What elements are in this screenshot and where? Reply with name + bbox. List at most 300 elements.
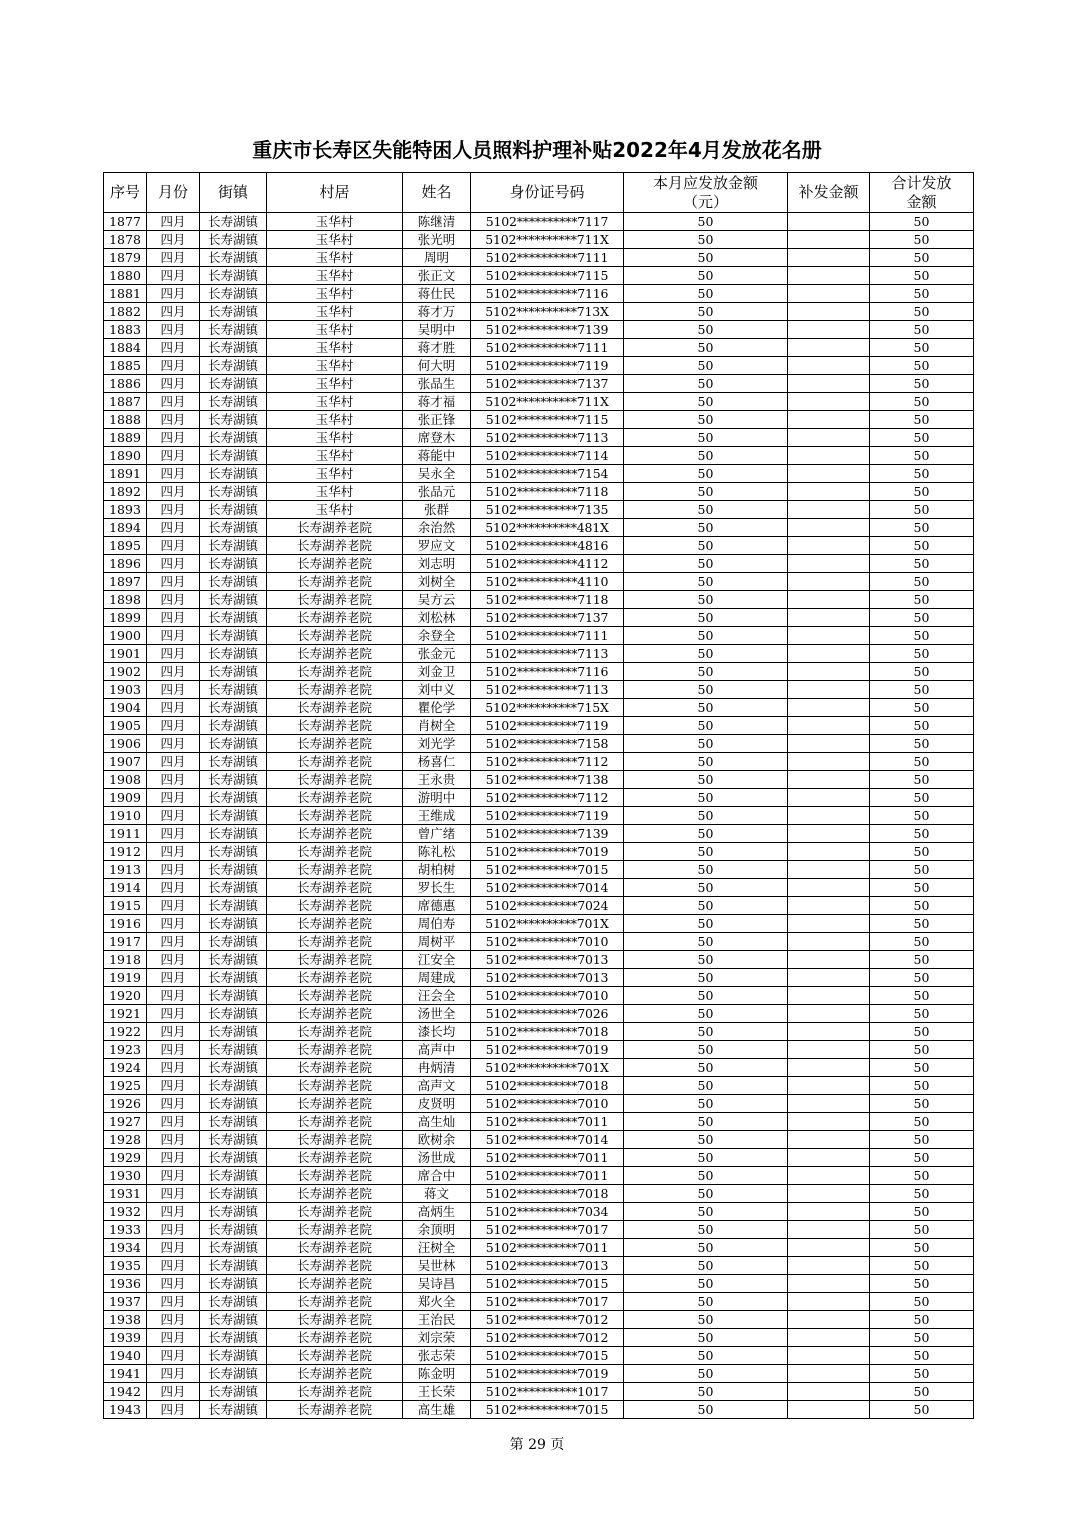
name-cell: 席合中	[403, 1167, 471, 1185]
month-cell: 四月	[147, 897, 200, 915]
town-cell: 长寿湖镇	[200, 411, 267, 429]
village-cell: 长寿湖养老院	[267, 1095, 403, 1113]
extra-amount-cell	[788, 681, 870, 699]
page-number: 第 29 页	[509, 1437, 565, 1453]
month-cell: 四月	[147, 411, 200, 429]
due-amount-cell: 50	[624, 897, 788, 915]
village-cell: 玉华村	[267, 249, 403, 267]
extra-amount-cell	[788, 1293, 870, 1311]
seq-cell: 1911	[104, 825, 147, 843]
name-cell: 游明中	[403, 789, 471, 807]
table-row	[104, 267, 974, 285]
village-cell: 玉华村	[267, 285, 403, 303]
seq-cell: 1893	[104, 501, 147, 519]
table-row	[104, 699, 974, 717]
id-number-cell: 5102**********715X	[471, 699, 624, 717]
month-cell: 四月	[147, 951, 200, 969]
table-row	[104, 825, 974, 843]
due-amount-cell: 50	[624, 1275, 788, 1293]
total-amount-cell: 50	[870, 771, 974, 789]
month-cell: 四月	[147, 1293, 200, 1311]
id-number-cell: 5102**********7024	[471, 897, 624, 915]
name-cell: 陈继清	[403, 213, 471, 231]
village-cell: 玉华村	[267, 357, 403, 375]
village-cell: 玉华村	[267, 339, 403, 357]
total-amount-cell: 50	[870, 1239, 974, 1257]
id-number-cell: 5102**********7013	[471, 969, 624, 987]
extra-amount-cell	[788, 1311, 870, 1329]
due-amount-cell: 50	[624, 303, 788, 321]
id-number-cell: 5102**********7117	[471, 213, 624, 231]
id-number-cell: 5102**********7111	[471, 627, 624, 645]
due-amount-cell: 50	[624, 1113, 788, 1131]
village-cell: 长寿湖养老院	[267, 843, 403, 861]
extra-amount-cell	[788, 429, 870, 447]
extra-amount-cell	[788, 393, 870, 411]
total-amount-cell: 50	[870, 375, 974, 393]
month-cell: 四月	[147, 1167, 200, 1185]
village-cell: 玉华村	[267, 429, 403, 447]
seq-cell: 1918	[104, 951, 147, 969]
seq-cell: 1904	[104, 699, 147, 717]
month-cell: 四月	[147, 465, 200, 483]
total-amount-cell: 50	[870, 663, 974, 681]
total-amount-cell: 50	[870, 717, 974, 735]
seq-cell: 1887	[104, 393, 147, 411]
month-cell: 四月	[147, 1257, 200, 1275]
extra-amount-cell	[788, 321, 870, 339]
village-cell: 长寿湖养老院	[267, 789, 403, 807]
seq-cell: 1906	[104, 735, 147, 753]
town-cell: 长寿湖镇	[200, 321, 267, 339]
village-cell: 长寿湖养老院	[267, 663, 403, 681]
name-cell: 汪会全	[403, 987, 471, 1005]
village-cell: 长寿湖养老院	[267, 1131, 403, 1149]
seq-cell: 1892	[104, 483, 147, 501]
extra-amount-cell	[788, 483, 870, 501]
town-cell: 长寿湖镇	[200, 1257, 267, 1275]
month-cell: 四月	[147, 789, 200, 807]
due-amount-cell: 50	[624, 1095, 788, 1113]
extra-amount-cell	[788, 1401, 870, 1419]
id-number-cell: 5102**********7019	[471, 1365, 624, 1383]
town-cell: 长寿湖镇	[200, 627, 267, 645]
village-cell: 长寿湖养老院	[267, 879, 403, 897]
total-amount-cell: 50	[870, 1311, 974, 1329]
name-cell: 余登全	[403, 627, 471, 645]
town-cell: 长寿湖镇	[200, 429, 267, 447]
seq-cell: 1932	[104, 1203, 147, 1221]
village-cell: 长寿湖养老院	[267, 1149, 403, 1167]
total-amount-cell: 50	[870, 1293, 974, 1311]
town-cell: 长寿湖镇	[200, 1239, 267, 1257]
village-cell: 长寿湖养老院	[267, 1077, 403, 1095]
village-cell: 长寿湖养老院	[267, 1041, 403, 1059]
seq-cell: 1915	[104, 897, 147, 915]
name-cell: 冉炳清	[403, 1059, 471, 1077]
village-cell: 玉华村	[267, 411, 403, 429]
town-cell: 长寿湖镇	[200, 663, 267, 681]
total-amount-cell: 50	[870, 1275, 974, 1293]
header-due-amount-line2: （元）	[682, 192, 728, 211]
table-row	[104, 969, 974, 987]
seq-cell: 1925	[104, 1077, 147, 1095]
total-amount-cell: 50	[870, 789, 974, 807]
seq-cell: 1920	[104, 987, 147, 1005]
id-number-cell: 5102**********7019	[471, 843, 624, 861]
town-cell: 长寿湖镇	[200, 1293, 267, 1311]
extra-amount-cell	[788, 645, 870, 663]
table-row	[104, 1203, 974, 1221]
month-cell: 四月	[147, 1239, 200, 1257]
month-cell: 四月	[147, 375, 200, 393]
due-amount-cell: 50	[624, 969, 788, 987]
extra-amount-cell	[788, 771, 870, 789]
table-row	[104, 1329, 974, 1347]
due-amount-cell: 50	[624, 807, 788, 825]
village-cell: 玉华村	[267, 321, 403, 339]
name-cell: 罗应文	[403, 537, 471, 555]
month-cell: 四月	[147, 1185, 200, 1203]
table-row	[104, 411, 974, 429]
town-cell: 长寿湖镇	[200, 519, 267, 537]
extra-amount-cell	[788, 249, 870, 267]
id-number-cell: 5102**********7015	[471, 861, 624, 879]
village-cell: 长寿湖养老院	[267, 861, 403, 879]
town-cell: 长寿湖镇	[200, 339, 267, 357]
seq-cell: 1923	[104, 1041, 147, 1059]
seq-cell: 1942	[104, 1383, 147, 1401]
extra-amount-cell	[788, 915, 870, 933]
total-amount-cell: 50	[870, 807, 974, 825]
total-amount-cell: 50	[870, 1149, 974, 1167]
town-cell: 长寿湖镇	[200, 699, 267, 717]
id-number-cell: 5102**********7011	[471, 1149, 624, 1167]
total-amount-cell: 50	[870, 213, 974, 231]
extra-amount-cell	[788, 933, 870, 951]
village-cell: 玉华村	[267, 501, 403, 519]
total-amount-cell: 50	[870, 411, 974, 429]
table-row	[104, 1311, 974, 1329]
total-amount-cell: 50	[870, 555, 974, 573]
town-cell: 长寿湖镇	[200, 1167, 267, 1185]
month-cell: 四月	[147, 627, 200, 645]
village-cell: 长寿湖养老院	[267, 1293, 403, 1311]
month-cell: 四月	[147, 825, 200, 843]
table-row	[104, 807, 974, 825]
town-cell: 长寿湖镇	[200, 825, 267, 843]
village-cell: 玉华村	[267, 303, 403, 321]
town-cell: 长寿湖镇	[200, 1131, 267, 1149]
due-amount-cell: 50	[624, 375, 788, 393]
id-number-cell: 5102**********7116	[471, 663, 624, 681]
roster-table	[103, 172, 974, 1419]
seq-cell: 1941	[104, 1365, 147, 1383]
id-number-cell: 5102**********711X	[471, 231, 624, 249]
total-amount-cell: 50	[870, 483, 974, 501]
due-amount-cell: 50	[624, 1005, 788, 1023]
month-cell: 四月	[147, 519, 200, 537]
table-row	[104, 339, 974, 357]
total-amount-cell: 50	[870, 753, 974, 771]
name-cell: 周伯寿	[403, 915, 471, 933]
id-number-cell: 5102**********7135	[471, 501, 624, 519]
name-cell: 蒋才福	[403, 393, 471, 411]
header-seq: 序号	[104, 173, 147, 213]
extra-amount-cell	[788, 969, 870, 987]
id-number-cell: 5102**********7011	[471, 1167, 624, 1185]
header-due-amount	[624, 173, 788, 213]
id-number-cell: 5102**********7010	[471, 1095, 624, 1113]
name-cell: 高生雄	[403, 1401, 471, 1419]
village-cell: 玉华村	[267, 267, 403, 285]
total-amount-cell: 50	[870, 267, 974, 285]
name-cell: 汤世全	[403, 1005, 471, 1023]
id-number-cell: 5102**********7119	[471, 357, 624, 375]
month-cell: 四月	[147, 969, 200, 987]
town-cell: 长寿湖镇	[200, 843, 267, 861]
extra-amount-cell	[788, 717, 870, 735]
total-amount-cell: 50	[870, 1257, 974, 1275]
village-cell: 长寿湖养老院	[267, 681, 403, 699]
month-cell: 四月	[147, 807, 200, 825]
id-number-cell: 5102**********7026	[471, 1005, 624, 1023]
due-amount-cell: 50	[624, 879, 788, 897]
name-cell: 陈金明	[403, 1365, 471, 1383]
name-cell: 刘中义	[403, 681, 471, 699]
seq-cell: 1902	[104, 663, 147, 681]
month-cell: 四月	[147, 1275, 200, 1293]
table-row	[104, 1221, 974, 1239]
id-number-cell: 5102**********701X	[471, 1059, 624, 1077]
due-amount-cell: 50	[624, 1401, 788, 1419]
table-row	[104, 897, 974, 915]
id-number-cell: 5102**********4110	[471, 573, 624, 591]
name-cell: 刘松林	[403, 609, 471, 627]
table-row	[104, 1239, 974, 1257]
id-number-cell: 5102**********7014	[471, 1131, 624, 1149]
extra-amount-cell	[788, 357, 870, 375]
due-amount-cell: 50	[624, 771, 788, 789]
town-cell: 长寿湖镇	[200, 537, 267, 555]
village-cell: 长寿湖养老院	[267, 735, 403, 753]
month-cell: 四月	[147, 1203, 200, 1221]
extra-amount-cell	[788, 1203, 870, 1221]
id-number-cell: 5102**********481X	[471, 519, 624, 537]
due-amount-cell: 50	[624, 555, 788, 573]
village-cell: 玉华村	[267, 375, 403, 393]
month-cell: 四月	[147, 1113, 200, 1131]
name-cell: 王治民	[403, 1311, 471, 1329]
total-amount-cell: 50	[870, 285, 974, 303]
table-header-row	[104, 173, 974, 213]
id-number-cell: 5102**********7017	[471, 1293, 624, 1311]
name-cell: 刘志明	[403, 555, 471, 573]
village-cell: 长寿湖养老院	[267, 1365, 403, 1383]
village-cell: 长寿湖养老院	[267, 987, 403, 1005]
table-row	[104, 465, 974, 483]
header-town: 街镇	[200, 173, 267, 213]
total-amount-cell: 50	[870, 1329, 974, 1347]
due-amount-cell: 50	[624, 285, 788, 303]
seq-cell: 1886	[104, 375, 147, 393]
village-cell: 长寿湖养老院	[267, 825, 403, 843]
header-total-amount-line2: 金额	[906, 192, 937, 211]
total-amount-cell: 50	[870, 537, 974, 555]
id-number-cell: 5102**********7118	[471, 591, 624, 609]
extra-amount-cell	[788, 1131, 870, 1149]
town-cell: 长寿湖镇	[200, 393, 267, 411]
seq-cell: 1877	[104, 213, 147, 231]
seq-cell: 1939	[104, 1329, 147, 1347]
id-number-cell: 5102**********7137	[471, 375, 624, 393]
seq-cell: 1894	[104, 519, 147, 537]
table-row	[104, 321, 974, 339]
seq-cell: 1891	[104, 465, 147, 483]
extra-amount-cell	[788, 1257, 870, 1275]
due-amount-cell: 50	[624, 951, 788, 969]
extra-amount-cell	[788, 1041, 870, 1059]
month-cell: 四月	[147, 1059, 200, 1077]
extra-amount-cell	[788, 1347, 870, 1365]
total-amount-cell: 50	[870, 231, 974, 249]
seq-cell: 1895	[104, 537, 147, 555]
id-number-cell: 5102**********7111	[471, 249, 624, 267]
extra-amount-cell	[788, 231, 870, 249]
total-amount-cell: 50	[870, 465, 974, 483]
seq-cell: 1931	[104, 1185, 147, 1203]
extra-amount-cell	[788, 537, 870, 555]
extra-amount-cell	[788, 519, 870, 537]
total-amount-cell: 50	[870, 321, 974, 339]
name-cell: 肖树全	[403, 717, 471, 735]
seq-cell: 1928	[104, 1131, 147, 1149]
table-row	[104, 1185, 974, 1203]
name-cell: 汤世成	[403, 1149, 471, 1167]
town-cell: 长寿湖镇	[200, 1383, 267, 1401]
month-cell: 四月	[147, 771, 200, 789]
table-row	[104, 1149, 974, 1167]
due-amount-cell: 50	[624, 663, 788, 681]
extra-amount-cell	[788, 663, 870, 681]
total-amount-cell: 50	[870, 987, 974, 1005]
month-cell: 四月	[147, 1095, 200, 1113]
due-amount-cell: 50	[624, 987, 788, 1005]
total-amount-cell: 50	[870, 501, 974, 519]
due-amount-cell: 50	[624, 1059, 788, 1077]
extra-amount-cell	[788, 1149, 870, 1167]
due-amount-cell: 50	[624, 1131, 788, 1149]
extra-amount-cell	[788, 627, 870, 645]
roster-body	[104, 213, 974, 1419]
id-number-cell: 5102**********7018	[471, 1077, 624, 1095]
town-cell: 长寿湖镇	[200, 1347, 267, 1365]
seq-cell: 1916	[104, 915, 147, 933]
name-cell: 张正文	[403, 267, 471, 285]
name-cell: 刘树全	[403, 573, 471, 591]
due-amount-cell: 50	[624, 1149, 788, 1167]
header-due-amount-line1: 本月应发放金额	[652, 173, 758, 192]
month-cell: 四月	[147, 573, 200, 591]
table-row	[104, 1167, 974, 1185]
extra-amount-cell	[788, 411, 870, 429]
table-row	[104, 483, 974, 501]
month-cell: 四月	[147, 1401, 200, 1419]
town-cell: 长寿湖镇	[200, 609, 267, 627]
id-number-cell: 5102**********7015	[471, 1347, 624, 1365]
extra-amount-cell	[788, 1185, 870, 1203]
extra-amount-cell	[788, 861, 870, 879]
name-cell: 皮贤明	[403, 1095, 471, 1113]
id-number-cell: 5102**********7011	[471, 1239, 624, 1257]
total-amount-cell: 50	[870, 1131, 974, 1149]
seq-cell: 1882	[104, 303, 147, 321]
seq-cell: 1885	[104, 357, 147, 375]
month-cell: 四月	[147, 609, 200, 627]
village-cell: 长寿湖养老院	[267, 1203, 403, 1221]
village-cell: 长寿湖养老院	[267, 519, 403, 537]
month-cell: 四月	[147, 429, 200, 447]
total-amount-cell: 50	[870, 609, 974, 627]
extra-amount-cell	[788, 609, 870, 627]
name-cell: 江安全	[403, 951, 471, 969]
month-cell: 四月	[147, 1329, 200, 1347]
table-row	[104, 1365, 974, 1383]
extra-amount-cell	[788, 1059, 870, 1077]
id-number-cell: 5102**********7034	[471, 1203, 624, 1221]
table-row	[104, 231, 974, 249]
month-cell: 四月	[147, 1383, 200, 1401]
id-number-cell: 5102**********7111	[471, 339, 624, 357]
month-cell: 四月	[147, 1005, 200, 1023]
table-row	[104, 375, 974, 393]
village-cell: 长寿湖养老院	[267, 1023, 403, 1041]
village-cell: 玉华村	[267, 231, 403, 249]
month-cell: 四月	[147, 861, 200, 879]
seq-cell: 1900	[104, 627, 147, 645]
name-cell: 王永贵	[403, 771, 471, 789]
extra-amount-cell	[788, 375, 870, 393]
village-cell: 长寿湖养老院	[267, 1167, 403, 1185]
due-amount-cell: 50	[624, 681, 788, 699]
name-cell: 吴永全	[403, 465, 471, 483]
seq-cell: 1881	[104, 285, 147, 303]
due-amount-cell: 50	[624, 717, 788, 735]
due-amount-cell: 50	[624, 591, 788, 609]
month-cell: 四月	[147, 915, 200, 933]
seq-cell: 1888	[104, 411, 147, 429]
id-number-cell: 5102**********7113	[471, 429, 624, 447]
month-cell: 四月	[147, 987, 200, 1005]
total-amount-cell: 50	[870, 1185, 974, 1203]
total-amount-cell: 50	[870, 1347, 974, 1365]
total-amount-cell: 50	[870, 339, 974, 357]
due-amount-cell: 50	[624, 1041, 788, 1059]
seq-cell: 1936	[104, 1275, 147, 1293]
month-cell: 四月	[147, 1131, 200, 1149]
month-cell: 四月	[147, 393, 200, 411]
village-cell: 长寿湖养老院	[267, 1113, 403, 1131]
table-row	[104, 951, 974, 969]
extra-amount-cell	[788, 339, 870, 357]
month-cell: 四月	[147, 501, 200, 519]
table-row	[104, 879, 974, 897]
seq-cell: 1879	[104, 249, 147, 267]
due-amount-cell: 50	[624, 519, 788, 537]
town-cell: 长寿湖镇	[200, 303, 267, 321]
table-row	[104, 735, 974, 753]
name-cell: 胡柏树	[403, 861, 471, 879]
